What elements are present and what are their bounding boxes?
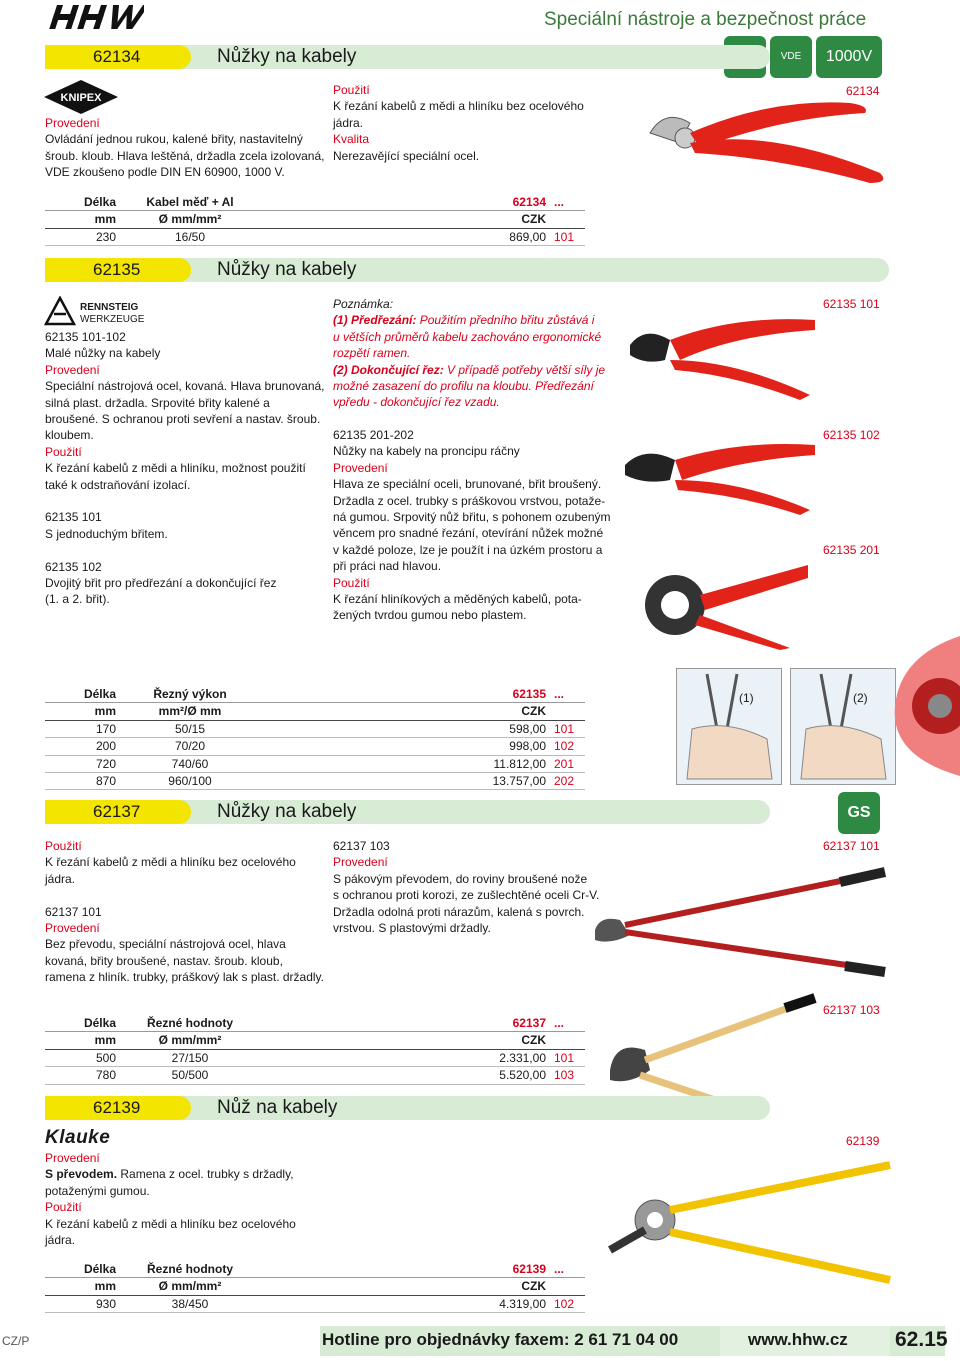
- cell: 101: [550, 228, 585, 245]
- cell: 102: [550, 738, 585, 755]
- cell: 50/15: [120, 720, 260, 737]
- section-code: 62134: [45, 45, 191, 69]
- col-header: 62134: [260, 194, 550, 211]
- cable-cutter-62135-102-image: [620, 435, 820, 515]
- cell: 170: [45, 720, 120, 737]
- cell: 102: [550, 1295, 585, 1312]
- prov-bold: S převodem.: [45, 1167, 118, 1182]
- long-cutter-62137-103-image: [600, 990, 820, 1110]
- text-line: žených tvrdou gumou nebo plastem.: [333, 608, 527, 623]
- text-line: K řezání kabelů z mědi a hliníku bez ocelového: [45, 855, 296, 870]
- col-unit: Ø mm/mm²: [120, 1032, 260, 1049]
- text-line: kloubem.: [45, 428, 94, 443]
- col-header: Délka: [45, 194, 120, 211]
- label-pouziti: Použití: [333, 83, 370, 97]
- col-header: Řezný výkon: [120, 686, 260, 703]
- hhw-logo: [44, 2, 144, 32]
- price-table-62139: [45, 1261, 585, 1313]
- section-code: 62137: [45, 800, 191, 824]
- text-line: jádra.: [45, 871, 76, 886]
- hand-diagram-1: [676, 668, 782, 785]
- col-unit: CZK: [260, 211, 550, 228]
- knipex-logo: [44, 80, 118, 114]
- cell: 740/60: [120, 755, 260, 772]
- section-title: Nůž na kabely: [217, 1097, 338, 1118]
- text-line: při práci nad hlavou.: [333, 559, 442, 574]
- s1-right-text: [333, 82, 603, 164]
- cable-cutter-62134-image: [620, 88, 920, 188]
- cell: 869,00: [260, 228, 550, 245]
- footer-web[interactable]: www.hhw.cz: [748, 1330, 848, 1349]
- text-line: také k odstraňování izolací.: [45, 477, 191, 492]
- cell: 200: [45, 738, 120, 755]
- cell: 780: [45, 1067, 120, 1084]
- col-header: ...: [550, 194, 585, 211]
- text-line: s ochranou proti korozi, ze zušlechtěné oceli Cr-V.: [333, 888, 600, 903]
- col-header: Řezné hodnoty: [120, 1015, 260, 1032]
- table-row: [45, 755, 585, 772]
- variant-code: 62135 102: [45, 559, 102, 574]
- table-row: [45, 720, 585, 737]
- text-line: Držadla z ocel. trubky s práškovou vrstvou, potaže-: [333, 493, 606, 508]
- section-bar-62137: [45, 800, 770, 824]
- cable-cutter-62135-101-image: [625, 305, 820, 400]
- cable-knife-62139-image: [600, 1160, 900, 1290]
- note-text: V případě potřeby větší síly je: [443, 362, 606, 377]
- label-pouziti: Použití: [45, 444, 82, 459]
- cell: 720: [45, 755, 120, 772]
- section-title: Nůžky na kabely: [217, 46, 357, 67]
- text-line: potaženými gumou.: [45, 1183, 150, 1198]
- col-header: 62137: [260, 1015, 550, 1032]
- label-provedeni: Provedení: [45, 1151, 100, 1165]
- 1000v-badge: 1000V: [816, 36, 882, 78]
- table-row: [45, 1049, 585, 1066]
- table-row: [45, 228, 585, 245]
- section-title: Nůžky na kabely: [217, 801, 357, 822]
- text-line: Nerezavějící speciální ocel.: [333, 148, 480, 163]
- sub-title: Nůžky na kabely na proncipu ráčny: [333, 444, 520, 459]
- note-line: rozpětí ramen.: [333, 346, 411, 361]
- ratchet-cutter-62135-201-image: [630, 560, 810, 650]
- text-line: v každé poloze, lze je použít i na úzkém prostoru a: [333, 542, 603, 557]
- col-unit: mm²/Ø mm: [120, 703, 260, 720]
- table-row: [45, 1067, 585, 1084]
- section-bar-62139: [45, 1096, 770, 1120]
- img-label-62139: 62139: [846, 1134, 880, 1148]
- klauke-logo: Klauke: [45, 1127, 111, 1148]
- s3-left-text: [45, 838, 330, 986]
- label-pouziti: Použití: [45, 1200, 82, 1215]
- s3-right-text: [333, 838, 618, 936]
- text-line: ná gumou. Srpovitý nůž břitu, s pohonem ozubeným: [333, 510, 611, 525]
- col-header: 62135: [260, 686, 550, 703]
- variant-bold: Dvojitý břit: [45, 576, 102, 591]
- col-header: 62139: [260, 1261, 550, 1278]
- text-line: (1. a 2. břit).: [45, 592, 110, 607]
- col-unit: mm: [45, 211, 120, 228]
- label-provedeni: Provedení: [45, 362, 100, 377]
- cell: 960/100: [120, 773, 260, 790]
- col-header: ...: [550, 1015, 585, 1032]
- footer-hotline: Hotline pro objednávky faxem: 2 61 71 04 00: [322, 1330, 679, 1349]
- table-row: [45, 738, 585, 755]
- col-unit: CZK: [260, 703, 550, 720]
- table-row: [45, 1295, 585, 1312]
- note-line: u větších průměrů kabelu zachováno ergonomické: [333, 329, 602, 344]
- price-table-62134: [45, 194, 585, 246]
- label-provedeni: Provedení: [45, 116, 100, 130]
- price-table-62137: [45, 1015, 585, 1085]
- text-line: jádra.: [333, 115, 364, 130]
- col-unit: [550, 211, 585, 228]
- table-row: [45, 773, 585, 790]
- cell: 930: [45, 1295, 120, 1312]
- cell: 50/500: [120, 1067, 260, 1084]
- label-kvalita: Kvalita: [333, 132, 370, 147]
- cell: 70/20: [120, 738, 260, 755]
- col-header: ...: [550, 686, 585, 703]
- s2-left-text: [45, 329, 330, 608]
- text-line: S pákovým převodem, do roviny broušené nože: [333, 871, 588, 886]
- cell: 998,00: [260, 738, 550, 755]
- sub-code: 62135 201-202: [333, 428, 414, 442]
- cell: 4.319,00: [260, 1295, 550, 1312]
- sub-code: 62135 101-102: [45, 330, 126, 344]
- section-code: 62135: [45, 258, 191, 282]
- section-title: Nůžky na kabely: [217, 259, 357, 280]
- text-line: Hlava ze speciální oceli, brunované, břit broušený.: [333, 477, 602, 492]
- text-line: silná plast. držadla. Srpovité břity kalené a: [45, 395, 270, 410]
- text-line: ramena z hliník. trubky, práškový lak s plast. držadly.: [45, 970, 324, 985]
- text-line: vrstvou. S plastovými držadly.: [333, 921, 491, 936]
- variant-code: 62137 101: [45, 904, 102, 919]
- col-header: Délka: [45, 686, 120, 703]
- col-unit: mm: [45, 1032, 120, 1049]
- note-label: Poznámka:: [333, 297, 394, 311]
- prov-rest: Ramena z ocel. trubky s držadly,: [117, 1167, 294, 1182]
- diagram-label: (1): [739, 691, 754, 705]
- cell: 598,00: [260, 720, 550, 737]
- label-pouziti: Použití: [333, 575, 370, 590]
- cell: 13.757,00: [260, 773, 550, 790]
- note-bold: (2) Dokončující řez:: [333, 362, 444, 377]
- cell: 101: [550, 720, 585, 737]
- text-line: K řezání kabelů z mědi a hliníku bez ocelového: [45, 1216, 296, 1231]
- col-unit: CZK: [260, 1278, 550, 1295]
- text-line: Držadla odolná proti nárazům, kalená s povrch.: [333, 904, 585, 919]
- label-pouziti: Použití: [45, 839, 82, 853]
- variant-code: 62135 101: [45, 510, 102, 525]
- variant-rest: pro předřezání a dokončující řez: [101, 576, 277, 591]
- text-line: šroub. kloub. Hlava leštěná, držadla zcela izolovaná,: [45, 148, 325, 163]
- img-label-62135-102: 62135 102: [823, 428, 880, 442]
- cell: 870: [45, 773, 120, 790]
- ratchet-closeup-image: [890, 636, 960, 776]
- img-label-62135-201: 62135 201: [823, 543, 880, 557]
- vde-badge: VDE: [770, 36, 812, 78]
- price-table-62135: [45, 686, 585, 790]
- cell: 5.520,00: [260, 1067, 550, 1084]
- label-provedeni: Provedení: [45, 921, 100, 936]
- col-unit: mm: [45, 1278, 120, 1295]
- text-line: broušené. S ochranou proti sevření a nastav. šroub.: [45, 412, 321, 427]
- note-line: vpředu - dokončující řez vzadu.: [333, 395, 500, 410]
- cell: 202: [550, 773, 585, 790]
- col-unit: [550, 703, 585, 720]
- footer-lang: CZ/P: [2, 1334, 30, 1348]
- col-header: Délka: [45, 1261, 120, 1278]
- text-line: K řezání kabelů z mědi a hliníku bez ocelového: [333, 99, 584, 114]
- section-code: 62139: [45, 1096, 191, 1120]
- text-line: K řezání kabelů z mědi a hliníku, možnost použití: [45, 461, 306, 476]
- cell: 2.331,00: [260, 1049, 550, 1066]
- cell: 101: [550, 1049, 585, 1066]
- col-header: ...: [550, 1261, 585, 1278]
- col-unit: [550, 1278, 585, 1295]
- s1-left-text: [45, 115, 325, 181]
- text-line: jádra.: [45, 1233, 76, 1248]
- note-line: možné zasazení do profilu na kloubu. Předřezání: [333, 379, 594, 394]
- sub-title: Malé nůžky na kabely: [45, 346, 161, 361]
- text-line: Bez převodu, speciální nástrojová ocel, hlava: [45, 937, 286, 952]
- cell: 201: [550, 755, 585, 772]
- text-line: věncem pro snadné řezání, otevírání nůžek možné: [333, 526, 604, 541]
- col-header: Řezné hodnoty: [120, 1261, 260, 1278]
- page-heading: Speciální nástroje a bezpečnost práce: [544, 9, 867, 30]
- section-bar-62135: [45, 258, 889, 282]
- footer-page-number: 62.15: [895, 1328, 948, 1351]
- rennsteig-logo: [44, 296, 154, 326]
- note-bold: (1) Předřezání:: [333, 313, 417, 328]
- brand-line: RENNSTEIG: [80, 302, 139, 313]
- cell: 230: [45, 228, 120, 245]
- cell: 38/450: [120, 1295, 260, 1312]
- text-line: kovaná, břity broušené, nastav. šroub. kloub,: [45, 953, 283, 968]
- col-unit: CZK: [260, 1032, 550, 1049]
- img-label-62137-101: 62137 101: [823, 839, 880, 853]
- cell: 500: [45, 1049, 120, 1066]
- col-header: Kabel měď + Al: [120, 194, 260, 211]
- img-label-62137-103: 62137 103: [823, 1003, 880, 1017]
- svg-text:KNIPEX: KNIPEX: [60, 92, 102, 104]
- col-header: Délka: [45, 1015, 120, 1032]
- variant-text: [45, 575, 330, 591]
- variant-text: S jednoduchým břitem.: [45, 526, 168, 541]
- s4-left-text: [45, 1150, 330, 1248]
- col-unit: Ø mm/mm²: [120, 1278, 260, 1295]
- long-cutter-62137-101-image: [590, 860, 890, 980]
- text-line: Ovládání jednou rukou, kalené břity, nastavitelný: [45, 132, 303, 147]
- text-line: K řezání hliníkových a měděných kabelů, pota-: [333, 592, 582, 607]
- text-line: Speciální nástrojová ocel, kovaná. Hlava brunovaná,: [45, 379, 325, 394]
- cell: 11.812,00: [260, 755, 550, 772]
- s2-mid-text: [333, 427, 618, 624]
- col-unit: Ø mm/mm²: [120, 211, 260, 228]
- col-unit: mm: [45, 703, 120, 720]
- col-unit: [550, 1032, 585, 1049]
- label-provedeni: Provedení: [333, 460, 388, 475]
- s2-note: [333, 296, 618, 411]
- cell: 27/150: [120, 1049, 260, 1066]
- brand-line: WERKZEUGE: [80, 314, 145, 325]
- diagram-label: (2): [853, 691, 868, 705]
- img-label-62134: 62134: [846, 84, 880, 98]
- text-line: VDE zkoušeno podle DIN EN 60900, 1000 V.: [45, 165, 285, 180]
- label-provedeni: Provedení: [333, 855, 388, 870]
- cell: 16/50: [120, 228, 260, 245]
- note-text: Použitím předního břitu zůstává i: [416, 313, 595, 328]
- cell: 103: [550, 1067, 585, 1084]
- img-label-62135-101: 62135 101: [823, 297, 880, 311]
- section-bar-62134: [45, 45, 770, 69]
- variant-code: 62137 103: [333, 839, 390, 853]
- hand-diagram-2: [790, 668, 896, 785]
- gs-badge-62137: GS: [838, 792, 880, 834]
